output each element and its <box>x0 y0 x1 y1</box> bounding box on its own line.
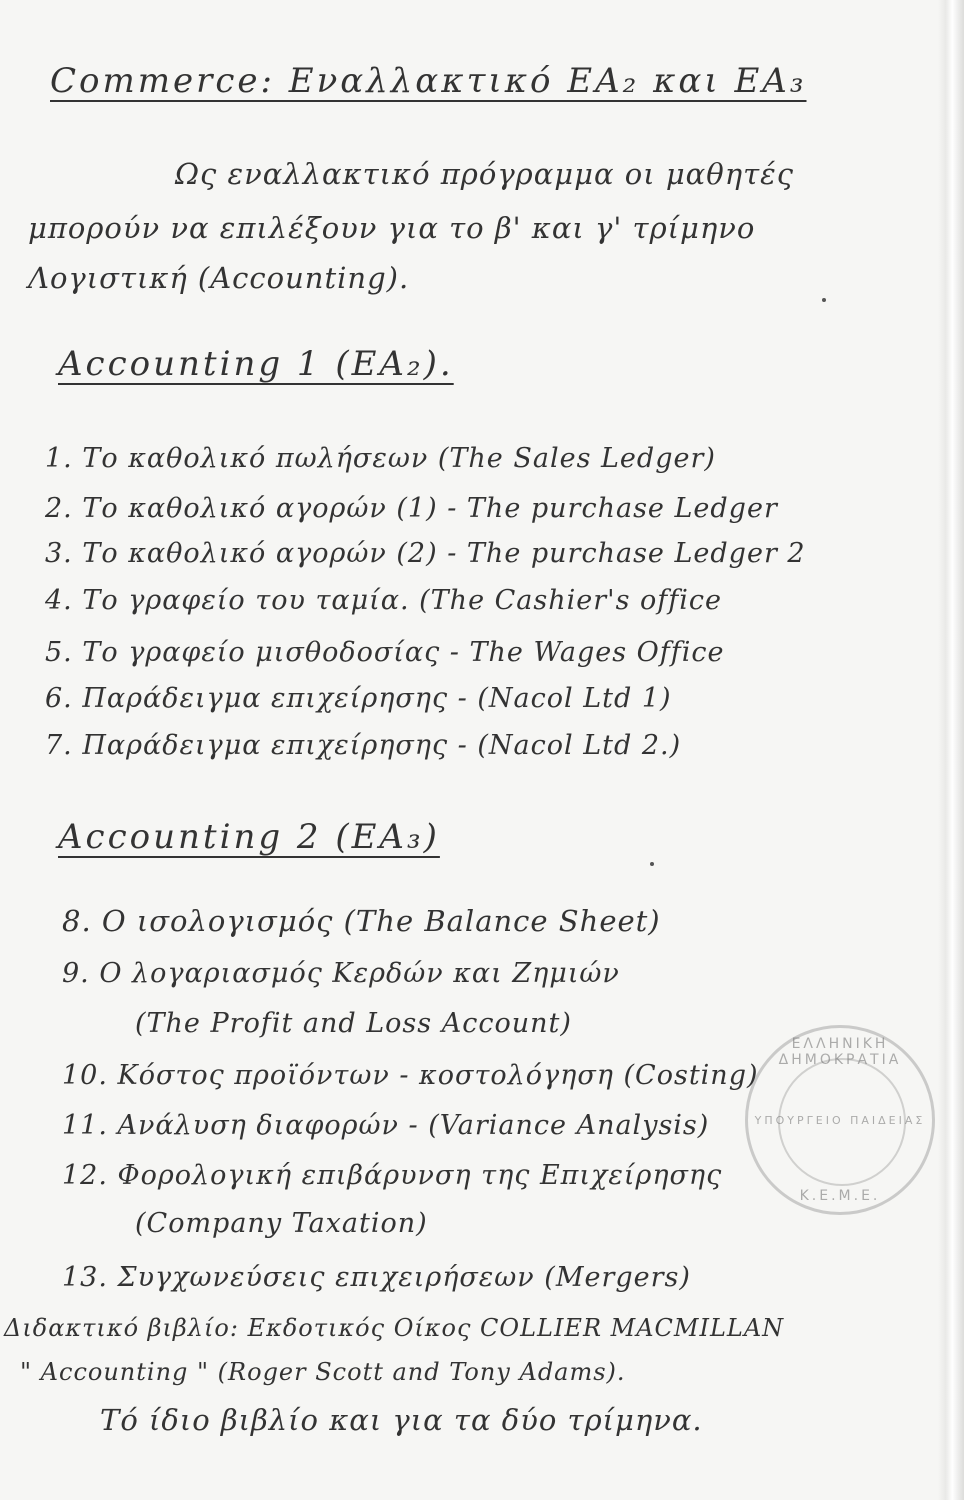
section1-item-6: 6. Παράδειγμα επιχείρησης - (Nacol Ltd 1) <box>45 683 672 714</box>
bibliography-line-2: " Accounting " (Roger Scott and Tony Adams). <box>20 1358 626 1386</box>
section1-item-5: 5. Το γραφείο μισθοδοσίας - The Wages Office <box>45 637 725 668</box>
section2-item-13: 13. Συγχωνεύσεις επιχειρήσεων (Mergers) <box>62 1262 691 1293</box>
dot-mark <box>650 862 654 866</box>
section1-item-3: 3. Το καθολικό αγορών (2) - The purchase Ledger 2 <box>45 538 806 569</box>
section2-item-10: 10. Κόστος προϊόντων - κοστολόγηση (Costing) <box>62 1060 759 1091</box>
bibliography-line-1: Διδακτικό βιβλίο: Εκδοτικός Οίκος COLLIER MACMILLAN <box>4 1314 785 1342</box>
section2-item-12: 12. Φορολογική επιβάρυνση της Επιχείρησης <box>62 1160 723 1191</box>
official-stamp <box>745 1025 935 1215</box>
section2-item-9-cont: (The Profit and Loss Account) <box>135 1008 572 1039</box>
section2-item-11: 11. Ανάλυση διαφορών - (Variance Analysis) <box>62 1110 710 1141</box>
section2-heading: Accounting 2 (ΕΑ₃) <box>58 817 440 857</box>
section1-item-4: 4. Το γραφείο του ταμία. (The Cashier's office <box>45 585 722 616</box>
document-title: Commerce: Εναλλακτικό ΕΑ₂ και ΕΑ₃ <box>50 61 807 101</box>
dot-mark-2 <box>822 298 826 302</box>
bibliography-line-3: Τό ίδιο βιβλίο και για τα δύο τρίμηνα. <box>100 1403 703 1437</box>
stamp-middle-text: ΥΠΟΥΡΓΕΙΟ ΠΑΙΔΕΙΑΣ <box>754 1114 926 1127</box>
intro-line-2: μπορούν να επιλέξουν για το β' και γ' τρίμηνο <box>28 211 756 245</box>
intro-line-3: Λογιστική (Accounting). <box>28 261 410 295</box>
section1-heading: Accounting 1 (ΕΑ₂). <box>58 344 454 384</box>
intro-line-1: Ως εναλλακτικό πρόγραμμα οι μαθητές <box>175 157 794 191</box>
section2-item-9: 9. Ο λογαριασμός Κερδών και Ζημιών <box>62 958 620 989</box>
section2-item-8: 8. Ο ισολογισμός (The Balance Sheet) <box>62 904 661 938</box>
stamp-bottom-text: Κ.Ε.Μ.Ε. <box>799 1188 881 1204</box>
section1-item-7: 7. Παράδειγμα επιχείρησης - (Nacol Ltd 2.) <box>45 730 682 761</box>
section1-item-2: 2. Το καθολικό αγορών (1) - The purchase Ledger <box>45 493 778 524</box>
page-edge <box>938 0 964 1500</box>
section2-item-12-cont: (Company Taxation) <box>135 1208 428 1239</box>
stamp-top-text: ΕΛΛΗΝΙΚΗ ΔΗΜΟΚΡΑΤΙΑ <box>778 1036 902 1068</box>
section1-item-1: 1. Το καθολικό πωλήσεων (The Sales Ledger) <box>45 443 716 474</box>
